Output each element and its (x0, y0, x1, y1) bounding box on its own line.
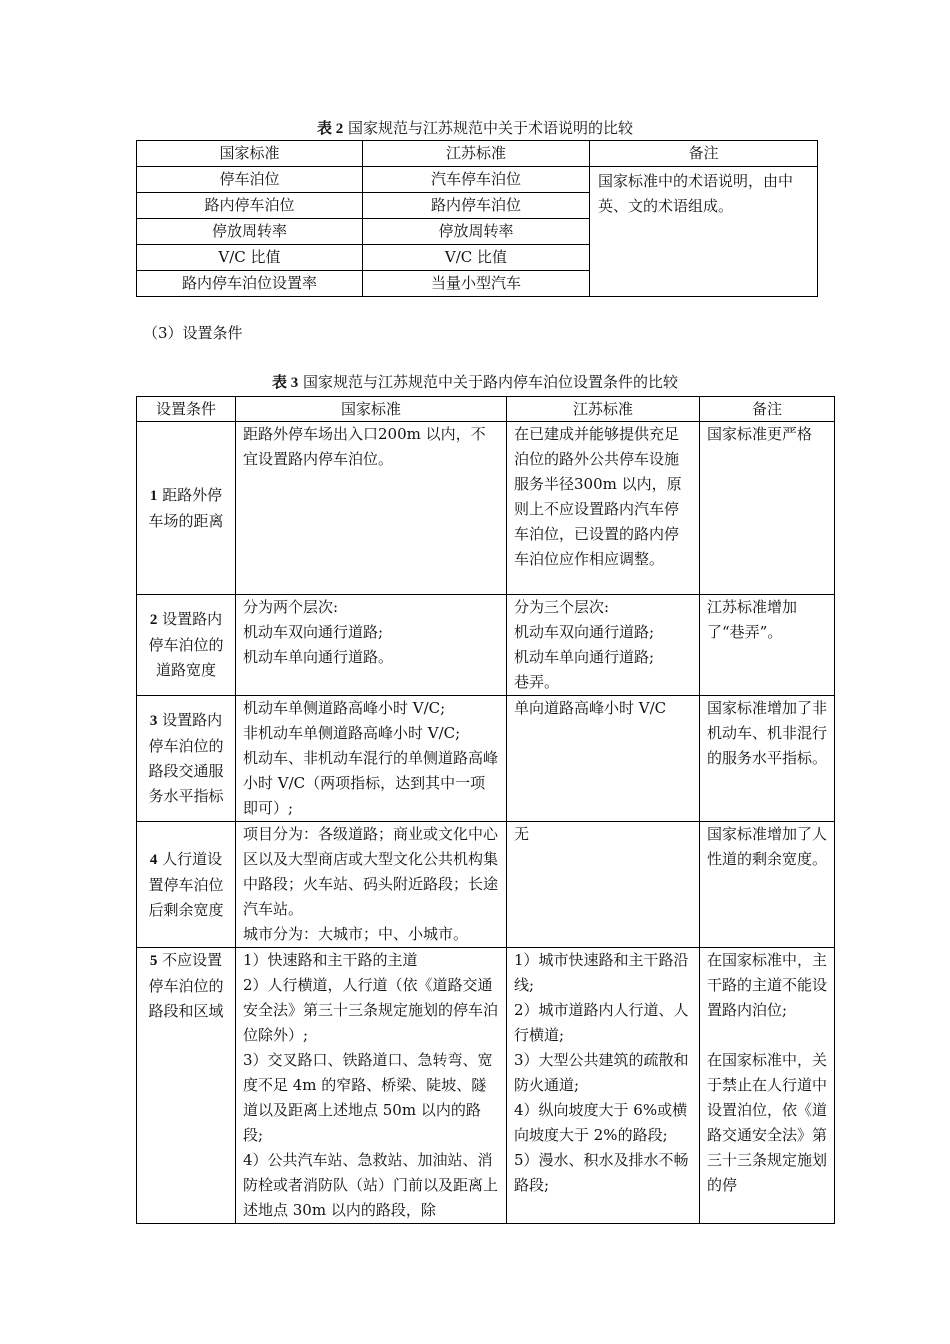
jiangsu-cell (507, 948, 700, 1224)
table-header-row (137, 397, 835, 422)
national-cell (236, 948, 507, 1224)
national-text: 机动车单侧道路高峰小时 V/C; 非机动车单侧道路高峰小时 V/C; 机动车、非机动车混行的单侧道路高峰小时 V/C（两项指标，达到其中一项即可）; (243, 699, 499, 817)
table-cell: 停车泊位 (137, 167, 363, 193)
note-text: 在国家标准中，主干路的主道不能设置路内泊位; 在国家标准中，关于禁止在人行道中设置泊位，依《道路交通安全法》第三十三条规定施划的停 (707, 951, 828, 1194)
condition-cell (137, 948, 236, 1224)
jiangsu-cell (507, 595, 700, 696)
table-cell: 路内停车泊位设置率 (137, 271, 363, 297)
table2-caption (0, 118, 950, 139)
condition-text: 设置路内停车泊位的道路宽度 (148, 610, 224, 679)
note-cell (700, 595, 835, 696)
table-cell: 路内停车泊位 (363, 193, 590, 219)
national-text: 距路外停车场出入口200m 以内，不宜设置路内停车泊位。 (243, 425, 486, 468)
national-text: 项目分为：各级道路；商业或文化中心区以及大型商店或大型文化公共机构集中路段；火车站、码头附近路段；长途汽车站。 城市分为：大城市；中、小城市。 (243, 825, 499, 943)
table3-caption-text: 国家规范与江苏规范中关于路内停车泊位设置条件的比较 (298, 373, 679, 391)
jiangsu-text: 无 (514, 825, 530, 843)
header-cell: 备注 (700, 397, 835, 422)
jiangsu-text: 在已建成并能够提供充足泊位的路外公共停车设施服务半径300m 以内，原则上不应设置路内汽车停车泊位，已设置的路内停车泊位应作相应调整。 (514, 425, 682, 568)
table3-caption-prefix: 表 3 (271, 375, 299, 391)
national-cell (236, 822, 507, 948)
table-cell: 路内停车泊位 (137, 193, 363, 219)
section-heading: （3）设置条件 (143, 324, 243, 342)
national-text: 1）快速路和主干路的主道 2）人行横道，人行道（依《道路交通安全法》第三十三条规定施划的停车泊位除外）; 3）交叉路口、铁路道口、急转弯、宽度不足 4m 的窄路、桥梁、陡坡、隧道以及距离上述地点 50m 以内的路段; 4）公共汽车站、急救站、加油站、消防栓或者消防队（站）门前以及距离上述地点 30m 以内的路段，除 (243, 951, 499, 1219)
note-text: 国家标准增加了人性道的剩余宽度。 (707, 825, 828, 868)
note-text: 国家标准更严格 (707, 425, 813, 443)
condition-text: 设置路内停车泊位的路段交通服务水平指标 (148, 711, 224, 805)
condition-cell (137, 822, 236, 948)
note-text: 江苏标准增加了“巷弄”。 (707, 598, 798, 641)
table3-caption (0, 372, 950, 393)
condition-number: 5 (149, 953, 158, 969)
condition-number: 1 (149, 487, 158, 504)
jiangsu-text: 单向道路高峰小时 V/C (514, 699, 667, 717)
note-cell: 国家标准中的术语说明，由中英、文的术语组成。 (590, 167, 818, 297)
header-cell: 国家标准 (236, 397, 507, 422)
table-cell: 停放周转率 (363, 219, 590, 245)
table-row (137, 948, 835, 1224)
table-cell: V/C 比值 (137, 245, 363, 271)
jiangsu-cell (507, 822, 700, 948)
table-cell: 当量小型汽车 (363, 271, 590, 297)
jiangsu-cell (507, 696, 700, 822)
header-cell: 江苏标准 (507, 397, 700, 422)
table-cell: 停放周转率 (137, 219, 363, 245)
table-cell: 汽车停车泊位 (363, 167, 590, 193)
jiangsu-text: 分为三个层次: 机动车双向通行道路; 机动车单向通行道路; 巷弄。 (514, 598, 655, 691)
national-cell (236, 696, 507, 822)
jiangsu-cell (507, 422, 700, 595)
table-row (137, 422, 835, 595)
condition-cell (137, 696, 236, 822)
table2-caption-prefix: 表 2 (316, 121, 344, 137)
condition-number: 2 (149, 612, 158, 628)
table-row (137, 595, 835, 696)
national-cell (236, 422, 507, 595)
table-header-row (137, 141, 818, 167)
note-cell (700, 822, 835, 948)
condition-text: 距路外停车场的距离 (148, 485, 224, 530)
header-cell: 备注 (590, 141, 818, 167)
setup-conditions-table (136, 396, 835, 1224)
table2-caption-text: 国家规范与江苏规范中关于术语说明的比较 (343, 119, 634, 137)
national-cell (236, 595, 507, 696)
table-row (137, 696, 835, 822)
table-row (137, 822, 835, 948)
condition-text: 人行道设置停车泊位后剩余宽度 (148, 849, 224, 919)
condition-text: 不应设置停车泊位的路段和区域 (148, 951, 224, 1020)
jiangsu-text: 1）城市快速路和主干路沿线; 2）城市道路内人行道、人行横道; 3）大型公共建筑的疏散和防火通道; 4）纵向坡度大于 6%或横向坡度大于 2%的路段; 5）漫水、积水及排水不畅路段; (514, 951, 689, 1194)
header-cell: 江苏标准 (363, 141, 590, 167)
terminology-table (136, 140, 818, 297)
note-cell (700, 948, 835, 1224)
condition-number: 3 (149, 713, 158, 729)
condition-cell (137, 595, 236, 696)
table-row (137, 167, 818, 193)
table-cell: V/C 比值 (363, 245, 590, 271)
note-cell (700, 696, 835, 822)
condition-cell (137, 422, 236, 595)
header-cell: 国家标准 (137, 141, 363, 167)
header-cell: 设置条件 (137, 397, 236, 422)
note-text: 国家标准增加了非机动车、机非混行的服务水平指标。 (707, 699, 828, 767)
national-text: 分为两个层次: 机动车双向通行道路; 机动车单向通行道路。 (243, 598, 394, 666)
note-cell (700, 422, 835, 595)
condition-number: 4 (149, 851, 158, 868)
